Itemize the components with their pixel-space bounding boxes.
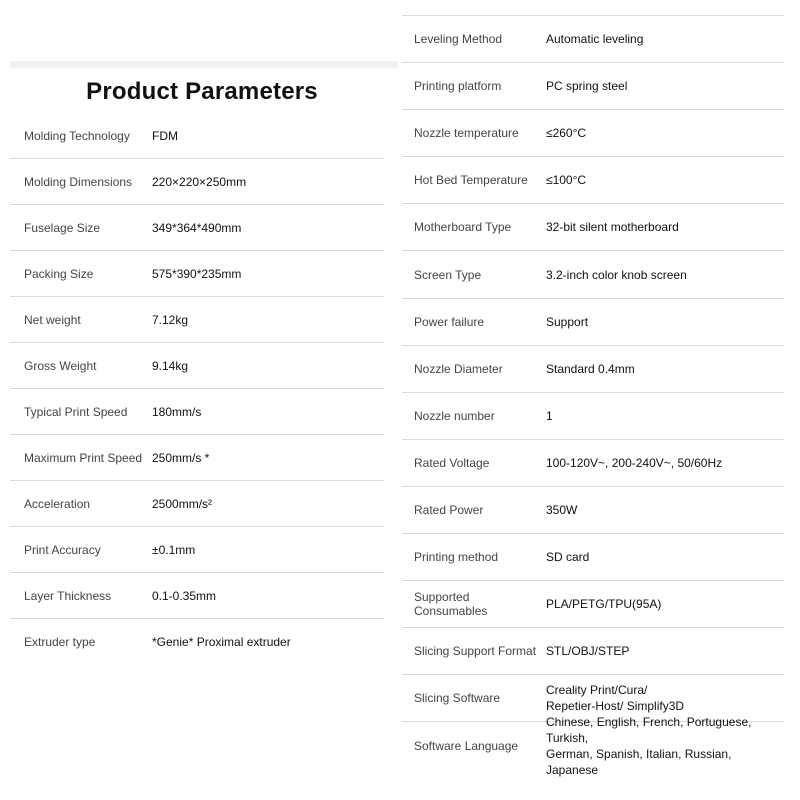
spec-label: Extruder type [24, 635, 96, 649]
spec-value: 180mm/s [152, 404, 202, 419]
spec-label: Software Language [414, 739, 519, 754]
spec-label: Slicing Software [414, 691, 501, 706]
spec-row [10, 297, 384, 343]
spec-row [402, 252, 784, 299]
spec-value: 100-120V~, 200-240V~, 50/60Hz [546, 455, 723, 470]
spec-label: Nozzle number [414, 408, 495, 423]
spec-label: Supported Consumables [414, 590, 488, 619]
spec-value: STL/OBJ/STEP [546, 644, 630, 659]
spec-value: Automatic leveling [546, 32, 644, 47]
page-title: Product Parameters [86, 78, 318, 105]
spec-row [10, 435, 384, 481]
right-spec-column [402, 0, 784, 800]
spec-row [10, 159, 384, 205]
spec-row [10, 205, 384, 251]
spec-label: Gross Weight [24, 358, 97, 373]
spec-value: 7.12kg [152, 312, 189, 327]
spec-row [10, 573, 384, 619]
spec-row [402, 628, 784, 675]
spec-row [10, 481, 384, 527]
spec-value: ≤260°C [546, 126, 587, 141]
spec-label: Fuselage Size [24, 220, 101, 235]
spec-value: 3.2-inch color knob screen [546, 267, 687, 282]
spec-row [402, 487, 784, 534]
spec-label: Printing method [414, 550, 499, 565]
spec-label: Rated Power [414, 503, 484, 518]
spec-row [402, 110, 784, 157]
spec-value: Creality Print/Cura/ Repetier-Host/ Simplify3D [546, 683, 685, 714]
spec-row [402, 715, 784, 778]
spec-row [402, 346, 784, 393]
spec-value: 220×220×250mm [152, 174, 247, 189]
spec-value: SD card [546, 550, 590, 565]
left-spec-column [10, 0, 384, 800]
spec-value: Chinese, English, French, Portuguese, Turkish, German, Spanish, Italian, Russian, Japanese [546, 715, 752, 778]
spec-value: 2500mm/s² [152, 496, 213, 511]
spec-label: Screen Type [414, 267, 482, 282]
spec-value: 9.14kg [152, 358, 189, 373]
spec-value: ±0.1mm [152, 542, 196, 557]
spec-label: Acceleration [24, 496, 91, 511]
spec-row [10, 619, 384, 665]
spec-row [10, 527, 384, 573]
spec-row [402, 299, 784, 346]
spec-row [402, 157, 784, 204]
spec-row [10, 343, 384, 389]
spec-label: Leveling Method [414, 32, 503, 47]
spec-value: 575*390*235mm [152, 266, 242, 281]
spec-label: Print Accuracy [24, 542, 101, 557]
spec-label: Printing platform [414, 79, 502, 94]
spec-label: Net weight [24, 312, 81, 327]
spec-value: 250mm/s * [152, 450, 210, 465]
spec-label: Molding Technology [24, 128, 130, 143]
spec-row [10, 113, 384, 159]
spec-row [402, 204, 784, 251]
spec-value: 32-bit silent motherboard [546, 220, 679, 235]
spec-value: FDM [152, 128, 178, 143]
spec-row [402, 581, 784, 628]
spec-label: Maximum Print Speed [24, 450, 143, 465]
spec-label: Motherboard Type [414, 220, 512, 235]
header-band [10, 61, 398, 68]
spec-value: PC spring steel [546, 79, 628, 94]
spec-value: ≤100°C [546, 173, 587, 188]
spec-label: Nozzle Diameter [414, 361, 503, 376]
spec-row [10, 389, 384, 435]
spec-value: 1 [546, 408, 553, 423]
spec-row [402, 440, 784, 487]
spec-row [402, 16, 784, 63]
spec-value: 349*364*490mm [152, 220, 242, 235]
spec-label: Layer Thickness [24, 588, 112, 603]
spec-row [402, 63, 784, 110]
spec-value: 0.1-0.35mm [152, 588, 217, 603]
spec-row [402, 393, 784, 440]
spec-value: PLA/PETG/TPU(95A) [546, 597, 662, 612]
spec-label: Rated Voltage [414, 455, 490, 470]
spec-value: 350W [546, 503, 578, 518]
spec-label: Molding Dimensions [24, 174, 133, 189]
spec-label: Typical Print Speed [24, 404, 128, 419]
spec-row [402, 534, 784, 581]
spec-value: *Genie* Proximal extruder [152, 635, 291, 649]
spec-label: Hot Bed Temperature [414, 173, 528, 188]
spec-value: Support [546, 314, 589, 329]
spec-label: Power failure [414, 314, 485, 329]
spec-row [10, 251, 384, 297]
spec-label: Slicing Support Format [414, 644, 537, 659]
spec-value: Standard 0.4mm [546, 361, 635, 376]
spec-label: Nozzle temperature [414, 126, 519, 141]
spec-label: Packing Size [24, 266, 94, 281]
